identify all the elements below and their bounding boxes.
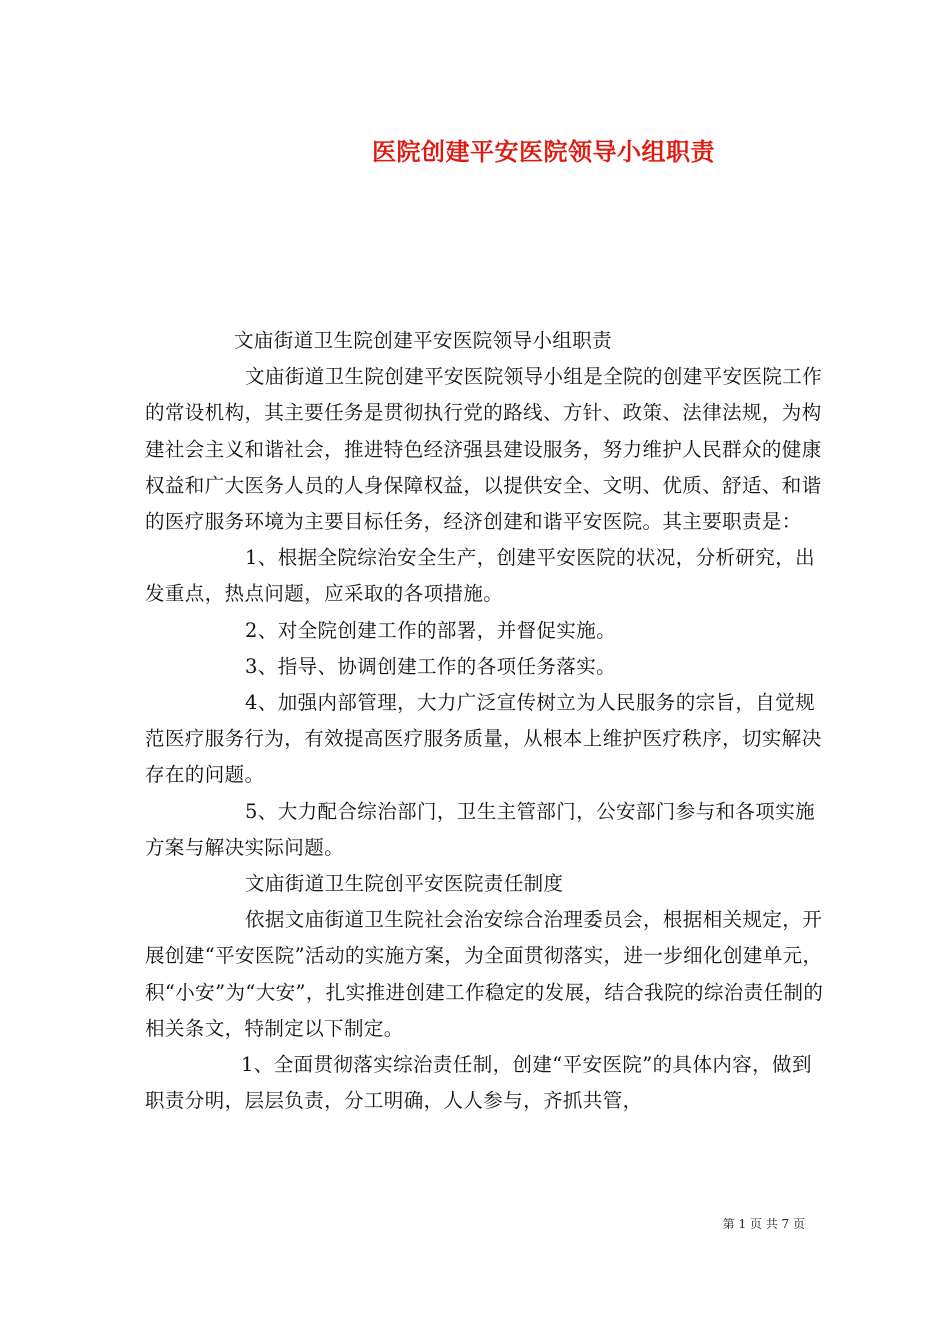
- list-item-duty-1: 1、根据全院综治安全生产，创建平安医院的状况，分析研究，出发重点，热点问题，应采取的各项措施。: [145, 546, 816, 606]
- document-body: [145, 323, 825, 1119]
- section-heading-duties: 文庙街道卫生院创建平安医院领导小组职责: [234, 329, 613, 352]
- list-item-responsibility-1: 1、全面贯彻落实综治责任制，创建“平安医院”的具体内容，做到职责分明，层层负责，分工明确，人人参与，齐抓共管，: [145, 1053, 812, 1113]
- paragraph-intro: 文庙街道卫生院创建平安医院领导小组是全院的创建平安医院工作的常设机构，其主要任务是贯彻执行党的路线、方针、政策、法律法规，为构建社会主义和谐社会，推进特色经济强县建设服务，努力维护人民群众的健康权益和广大医务人员的人身保障权益，以提供安全、文明、优质、舒适、和谐的医疗服务环境为主要目标任务，经济创建和谐平安医院。其主要职责是：: [145, 365, 823, 534]
- paragraph-responsibility-intro: 依据文庙街道卫生院社会治安综合治理委员会，根据相关规定，开展创建“平安医院”活动的实施方案，为全面贯彻落实，进一步细化创建单元，积“小安”为“大安”，扎实推进创建工作稳定的发展，结合我院的综治责任制的相关条文，特制定以下制定。: [145, 908, 824, 1040]
- page-footer: 第 1 页 共 7 页: [722, 1217, 805, 1231]
- list-item-duty-3: 3、指导、协调创建工作的各项任务落实。: [245, 654, 617, 678]
- document-title: 医院创建平安医院领导小组职责: [372, 137, 715, 166]
- list-item-duty-2: 2、对全院创建工作的部署，并督促实施。: [245, 618, 617, 642]
- section-heading-responsibility: 文庙街道卫生院创平安医院责任制度: [245, 872, 564, 896]
- list-item-duty-5: 5、大力配合综治部门，卫生主管部门，公安部门参与和各项实施方案与解决实际问题。: [145, 799, 816, 859]
- list-item-duty-4: 4、加强内部管理，大力广泛宣传树立为人民服务的宗旨，自觉规范医疗服务行为，有效提高医疗服务质量，从根本上维护医疗秩序，切实解决存在的问题。: [145, 691, 822, 787]
